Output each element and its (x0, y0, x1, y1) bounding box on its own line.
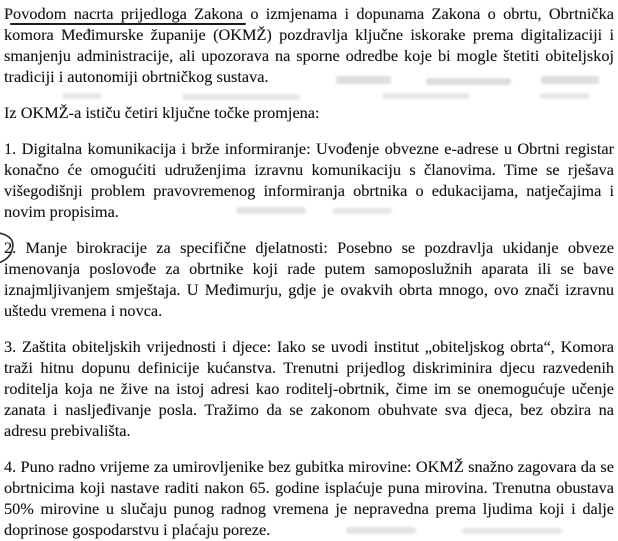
overline-mark (10, 23, 246, 25)
pen-mark (0, 231, 18, 265)
intro-paragraph: Povodom nacrta prijedloga Zakona o izmjenama i dopunama Zakona o obrtu, Obrtnička komora Međimurske županije (OKMŽ) pozdravlja ključne iskorake prema digitalizaciji i smanjenju administracije, ali upozorava na sporne odredbe koje bi mogle štetiti obiteljskoj tradiciji i autonomiji obrtničkog sustava. (4, 4, 614, 86)
scan-smudge (382, 93, 470, 99)
point-2-paragraph: 2. Manje birokracije za specifične djelatnosti: Posebno se pozdravlja ukidanje obveze imenovanja poslovođe za obrtnike koji rade putem samoposlužnih aparata ili se bave iznajmljivanjem smještaja. U Međimurju, gdje je ovakvih obrta mnogo, ovo znači izravnu uštedu vremena i novca. (4, 238, 614, 320)
point-4-paragraph: 4. Puno radno vrijeme za umirovljenike bez gubitka mirovine: OKMŽ snažno zagovara da se obrtnicima koji nastave raditi nakon 65. godine isplaćuje puna mirovina. Trenutna obustava 50% mirovine u slučaju punog radnog vremena je nepravedna prema ljudima koji i dalje doprinose gospodarstvu i plaćaju poreze. (4, 457, 614, 539)
scan-smudge (62, 93, 102, 99)
lead-paragraph: Iz OKMŽ-a ističu četiri ključne točke promjena: (4, 103, 320, 122)
scan-smudge (540, 93, 590, 99)
scan-smudge (182, 94, 300, 100)
point-3-paragraph: 3. Zaštita obiteljskih vrijednosti i djece: Iako se uvodi institut „obiteljskog obrta“, Komora traži hitnu dopunu definicije kućanstva. Trenutni prijedlog diskriminira djecu razvedenih roditelja koja ne žive na istoj adresi kao roditelj-obrtnik, čime im se onemogućuje učenje zanata i nasljeđivanje posla. Tražimo da se zakonom obuhvate sva djeca, bez obzira na adresu prebivališta. (4, 337, 614, 440)
point-1-paragraph: 1. Digitalna komunikacija i brže informiranje: Uvođenje obvezne e-adrese u Obrtni registar konačno će omogućiti udruženjima izravnu komunikaciju s članovima. Time se rješava višegodišnji problem pravovremenog informiranja obrtnika o edukacijama, natječajima i novim propisima. (4, 139, 614, 221)
